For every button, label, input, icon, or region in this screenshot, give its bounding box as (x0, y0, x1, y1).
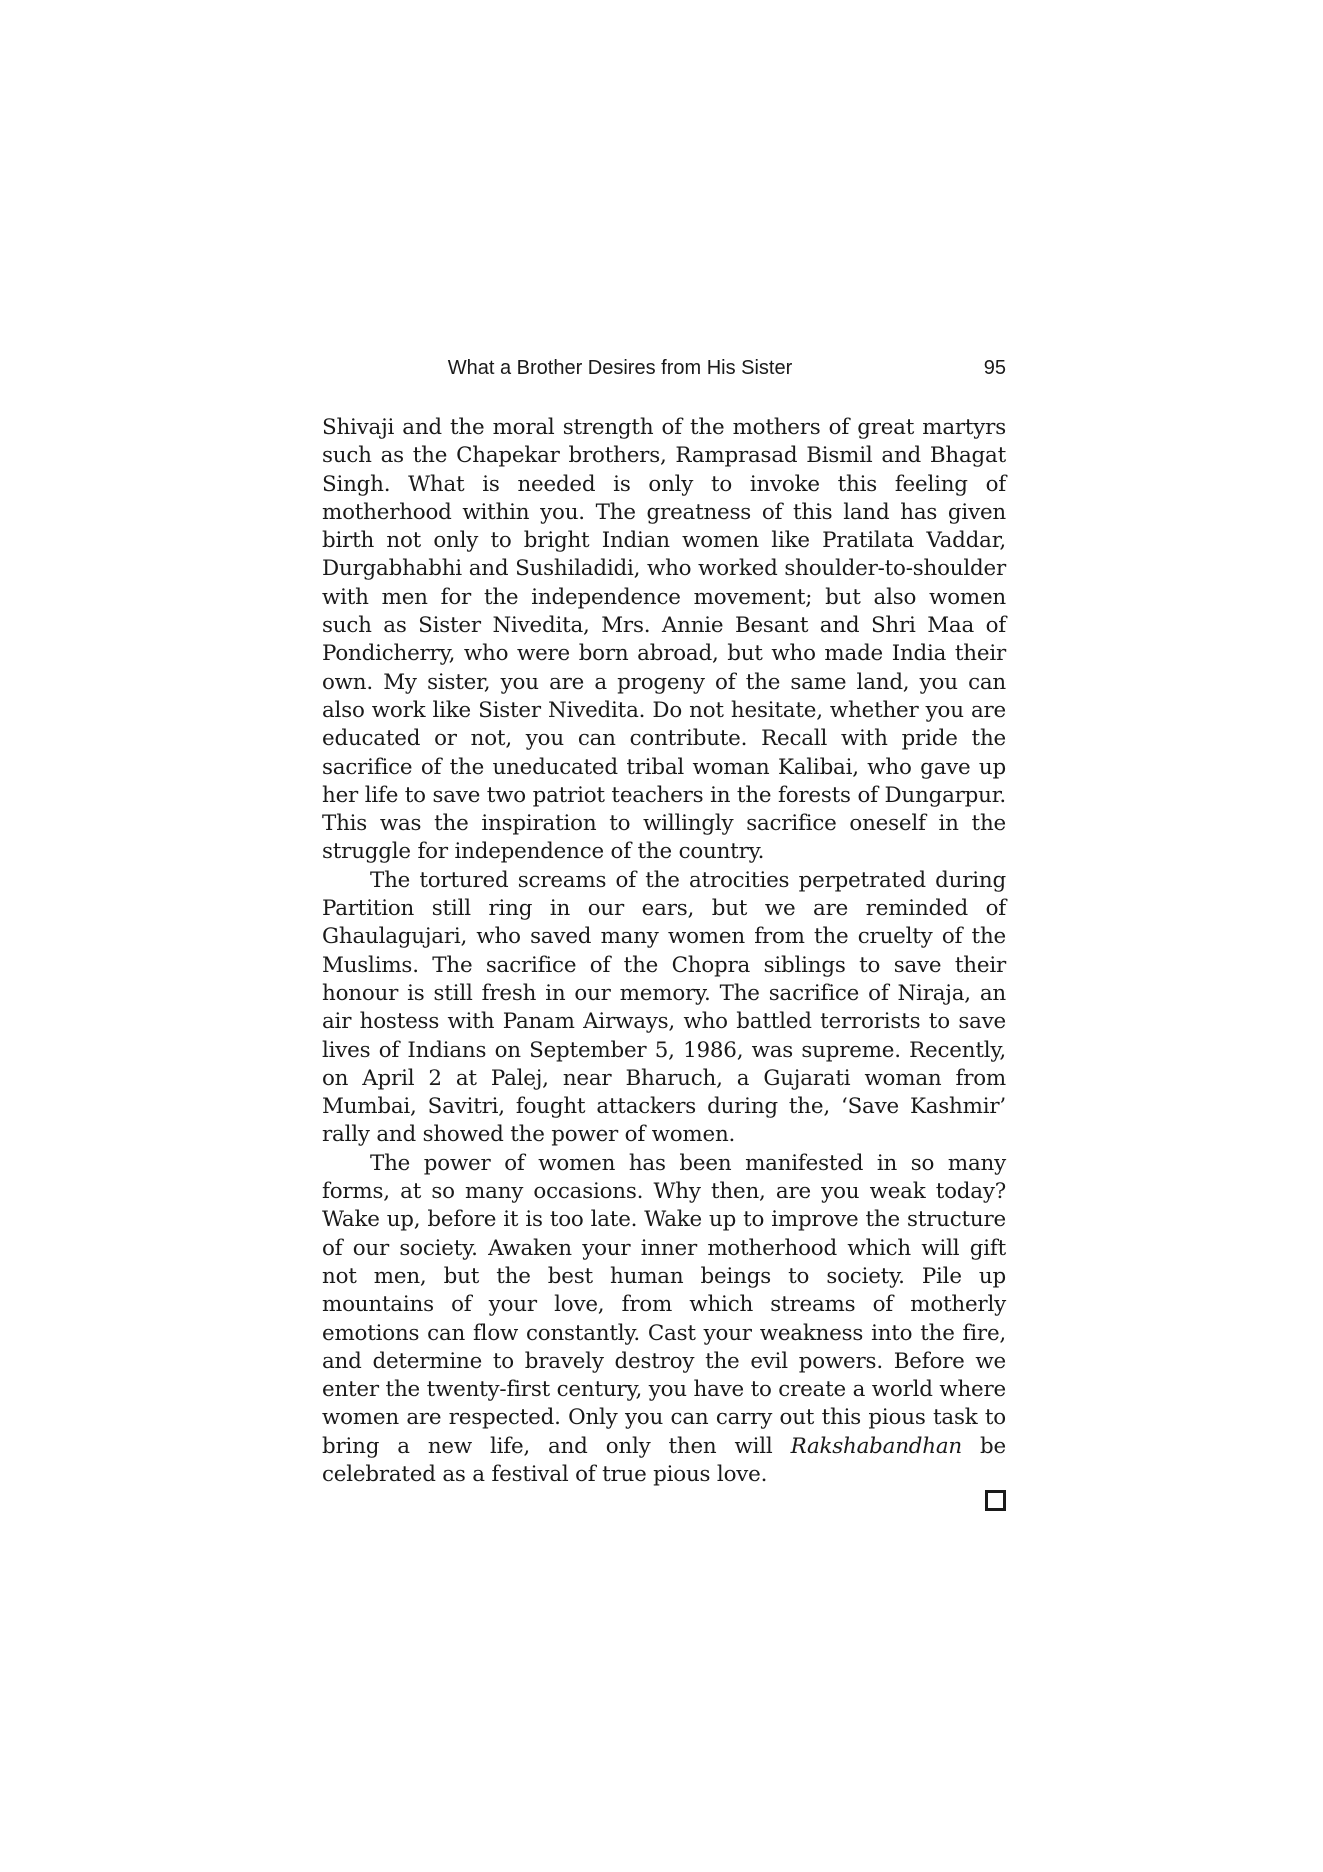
paragraph-1: Shivaji and the moral strength of the mothers of great martyrs such as the Chapekar brothers, Ramprasad Bismil and Bhagat Singh. What is needed is only to invoke this feeling of motherhood within you. The greatness of this land has given birth not only to bright Indian women like Pratilata Vaddar, Durgabhabhi and Sushiladidi, who worked shoulder-to-shoulder with men for the independence movement; but also women such as Sister Nivedita, Mrs. Annie Besant and Shri Maa of Pondicherry, who were born abroad, but who made India their own. My sister, you are a progeny of the same land, you can also work like Sister Nivedita. Do not hesitate, whether you are educated or not, you can contribute. Recall with pride the sacrifice of the uneducated tribal woman Kalibai, who gave up her life to save two patriot teachers in the forests of Dungarpur. This was the inspiration to willingly sacrifice oneself in the struggle for independence of the country. (322, 415, 1006, 865)
running-header (320, 357, 1006, 385)
paragraph-2: The tortured screams of the atrocities perpetrated during Partition still ring in our ears, but we are reminded of Ghaulagujari, who saved many women from the cruelty of the Muslims. The sacrifice of the Chopra siblings to save their honour is still fresh in our memory. The sacrifice of Niraja, an air hostess with Panam Airways, who battled terrorists to save lives of Indians on September 5, 1986, was supreme. Recently, on April 2 at Palej, near Bharuch, a Gujarati woman from Mumbai, Savitri, fought attackers during the, ‘Save Kashmir’ rally and showed the power of women. (322, 867, 1006, 1148)
paragraph-3-text-end: be celebrated as a festival of true pious love. (322, 1433, 1006, 1487)
page-number: 95 (983, 357, 1006, 379)
body-text (322, 414, 1006, 1489)
end-of-chapter-square-icon (985, 1490, 1006, 1511)
running-title: What a Brother Desires from His Sister (447, 357, 793, 379)
paragraph-3 (322, 1150, 1006, 1490)
rakshabandhan-italic: Rakshabandhan (790, 1433, 963, 1459)
paragraph-3-text-start: The power of women has been manifested in so many forms, at so many occasions. Why then, are you weak today? Wake up, before it is too late. Wake up to improve the structure of our society. Awaken your inner motherhood which will gift not men, but the best human beings to society. Pile up mountains of your love, from which streams of motherly emotions can flow constantly. Cast your weakness into the fire, and determine to bravely destroy the evil powers. Before we enter the twenty-first century, you have to create a world where women are respected. Only you can carry out this pious task to bring a new life, and only then will (322, 1150, 1006, 1459)
